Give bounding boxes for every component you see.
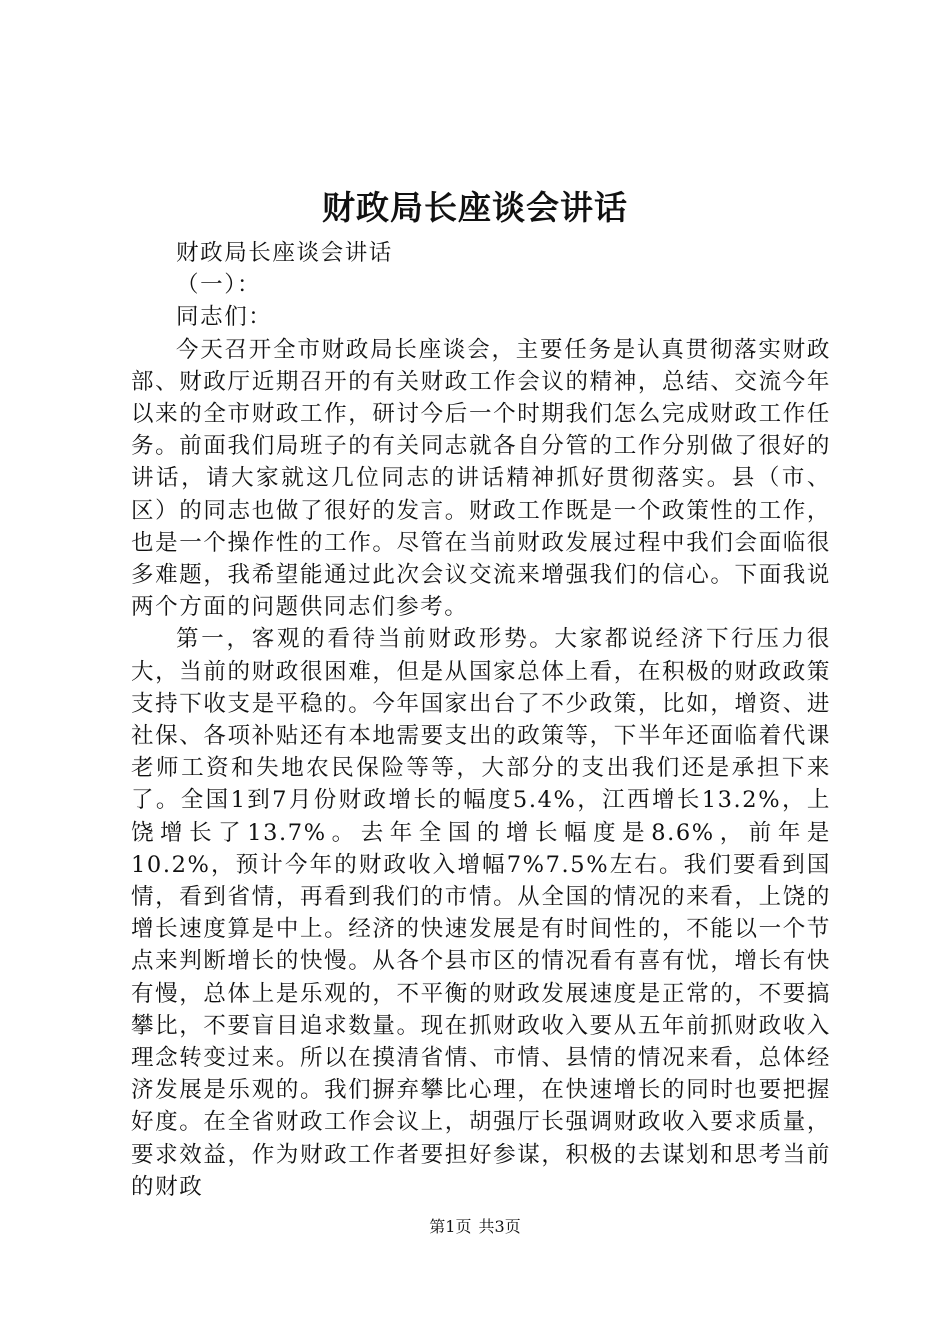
document-title: 财政局长座谈会讲话 [322, 188, 628, 227]
page-total: 共3页 [478, 1217, 521, 1236]
body-paragraph-section: （一）： [176, 272, 262, 299]
body-paragraph-salutation: 同志们： [176, 304, 273, 331]
page-footer [0, 1215, 950, 1239]
body-paragraph-first-point: 第一，客观的看待当前财政形势。大家都说经济下行压力很大，当前的财政很困难，但是从国家总体上看，在积极的财政政策支持下收支是平稳的。今年国家出台了不少政策，比如，增资、进社保、各项补贴还有本地需要支出的政策等，下半年还面临着代课老师工资和失地农民保险等等，大部分的支出我们还是承担下来了。全国1到7月份财政增长的幅度5.4%，江西增长13.2%，上饶增长了13.7%。去年全国的增长幅度是8.6%，前年是10.2%，预计今年的财政收入增幅7%7.5%左右。我们要看到国情，看到省情，再看到我们的市情。从全国的情况的来看，上饶的增长速度算是中上。经济的快速发展是有时间性的，不能以一个节点来判断增长的快慢。从各个县市区的情况看有喜有忧，增长有快有慢，总体上是乐观的，不平衡的财政发展速度是正常的，不要搞攀比，不要盲目追求数量。现在抓财政收入要从五年前抓财政收入理念转变过来。所以在摸清省情、市情、县情的情况来看，总体经济发展是乐观的。我们摒弃攀比心理，在快速增长的同时也要把握好度。在全省财政工作会议上，胡强厅长强调财政收入要求质量，要求效益，作为财政工作者要担好参谋，积极的去谋划和思考当前的财政 [131, 626, 831, 1200]
page-number: 第1页 [429, 1217, 472, 1236]
body-paragraph-subtitle: 财政局长座谈会讲话 [176, 240, 393, 266]
document-body [131, 237, 831, 1203]
body-paragraph-intro: 今天召开全市财政局长座谈会，主要任务是认真贯彻落实财政部、财政厅近期召开的有关财政工作会议的精神，总结、交流今年以来的全市财政工作，研讨今后一个时期我们怎么完成财政工作任务。前面我们局班子的有关同志就各自分管的工作分别做了很好的讲话，请大家就这几位同志的讲话精神抓好贯彻落实。县（市、区）的同志也做了很好的发言。财政工作既是一个政策性的工作，也是一个操作性的工作。尽管在当前财政发展过程中我们会面临很多难题，我希望能通过此次会议交流来增强我们的信心。下面我说两个方面的问题供同志们参考。 [131, 336, 831, 621]
